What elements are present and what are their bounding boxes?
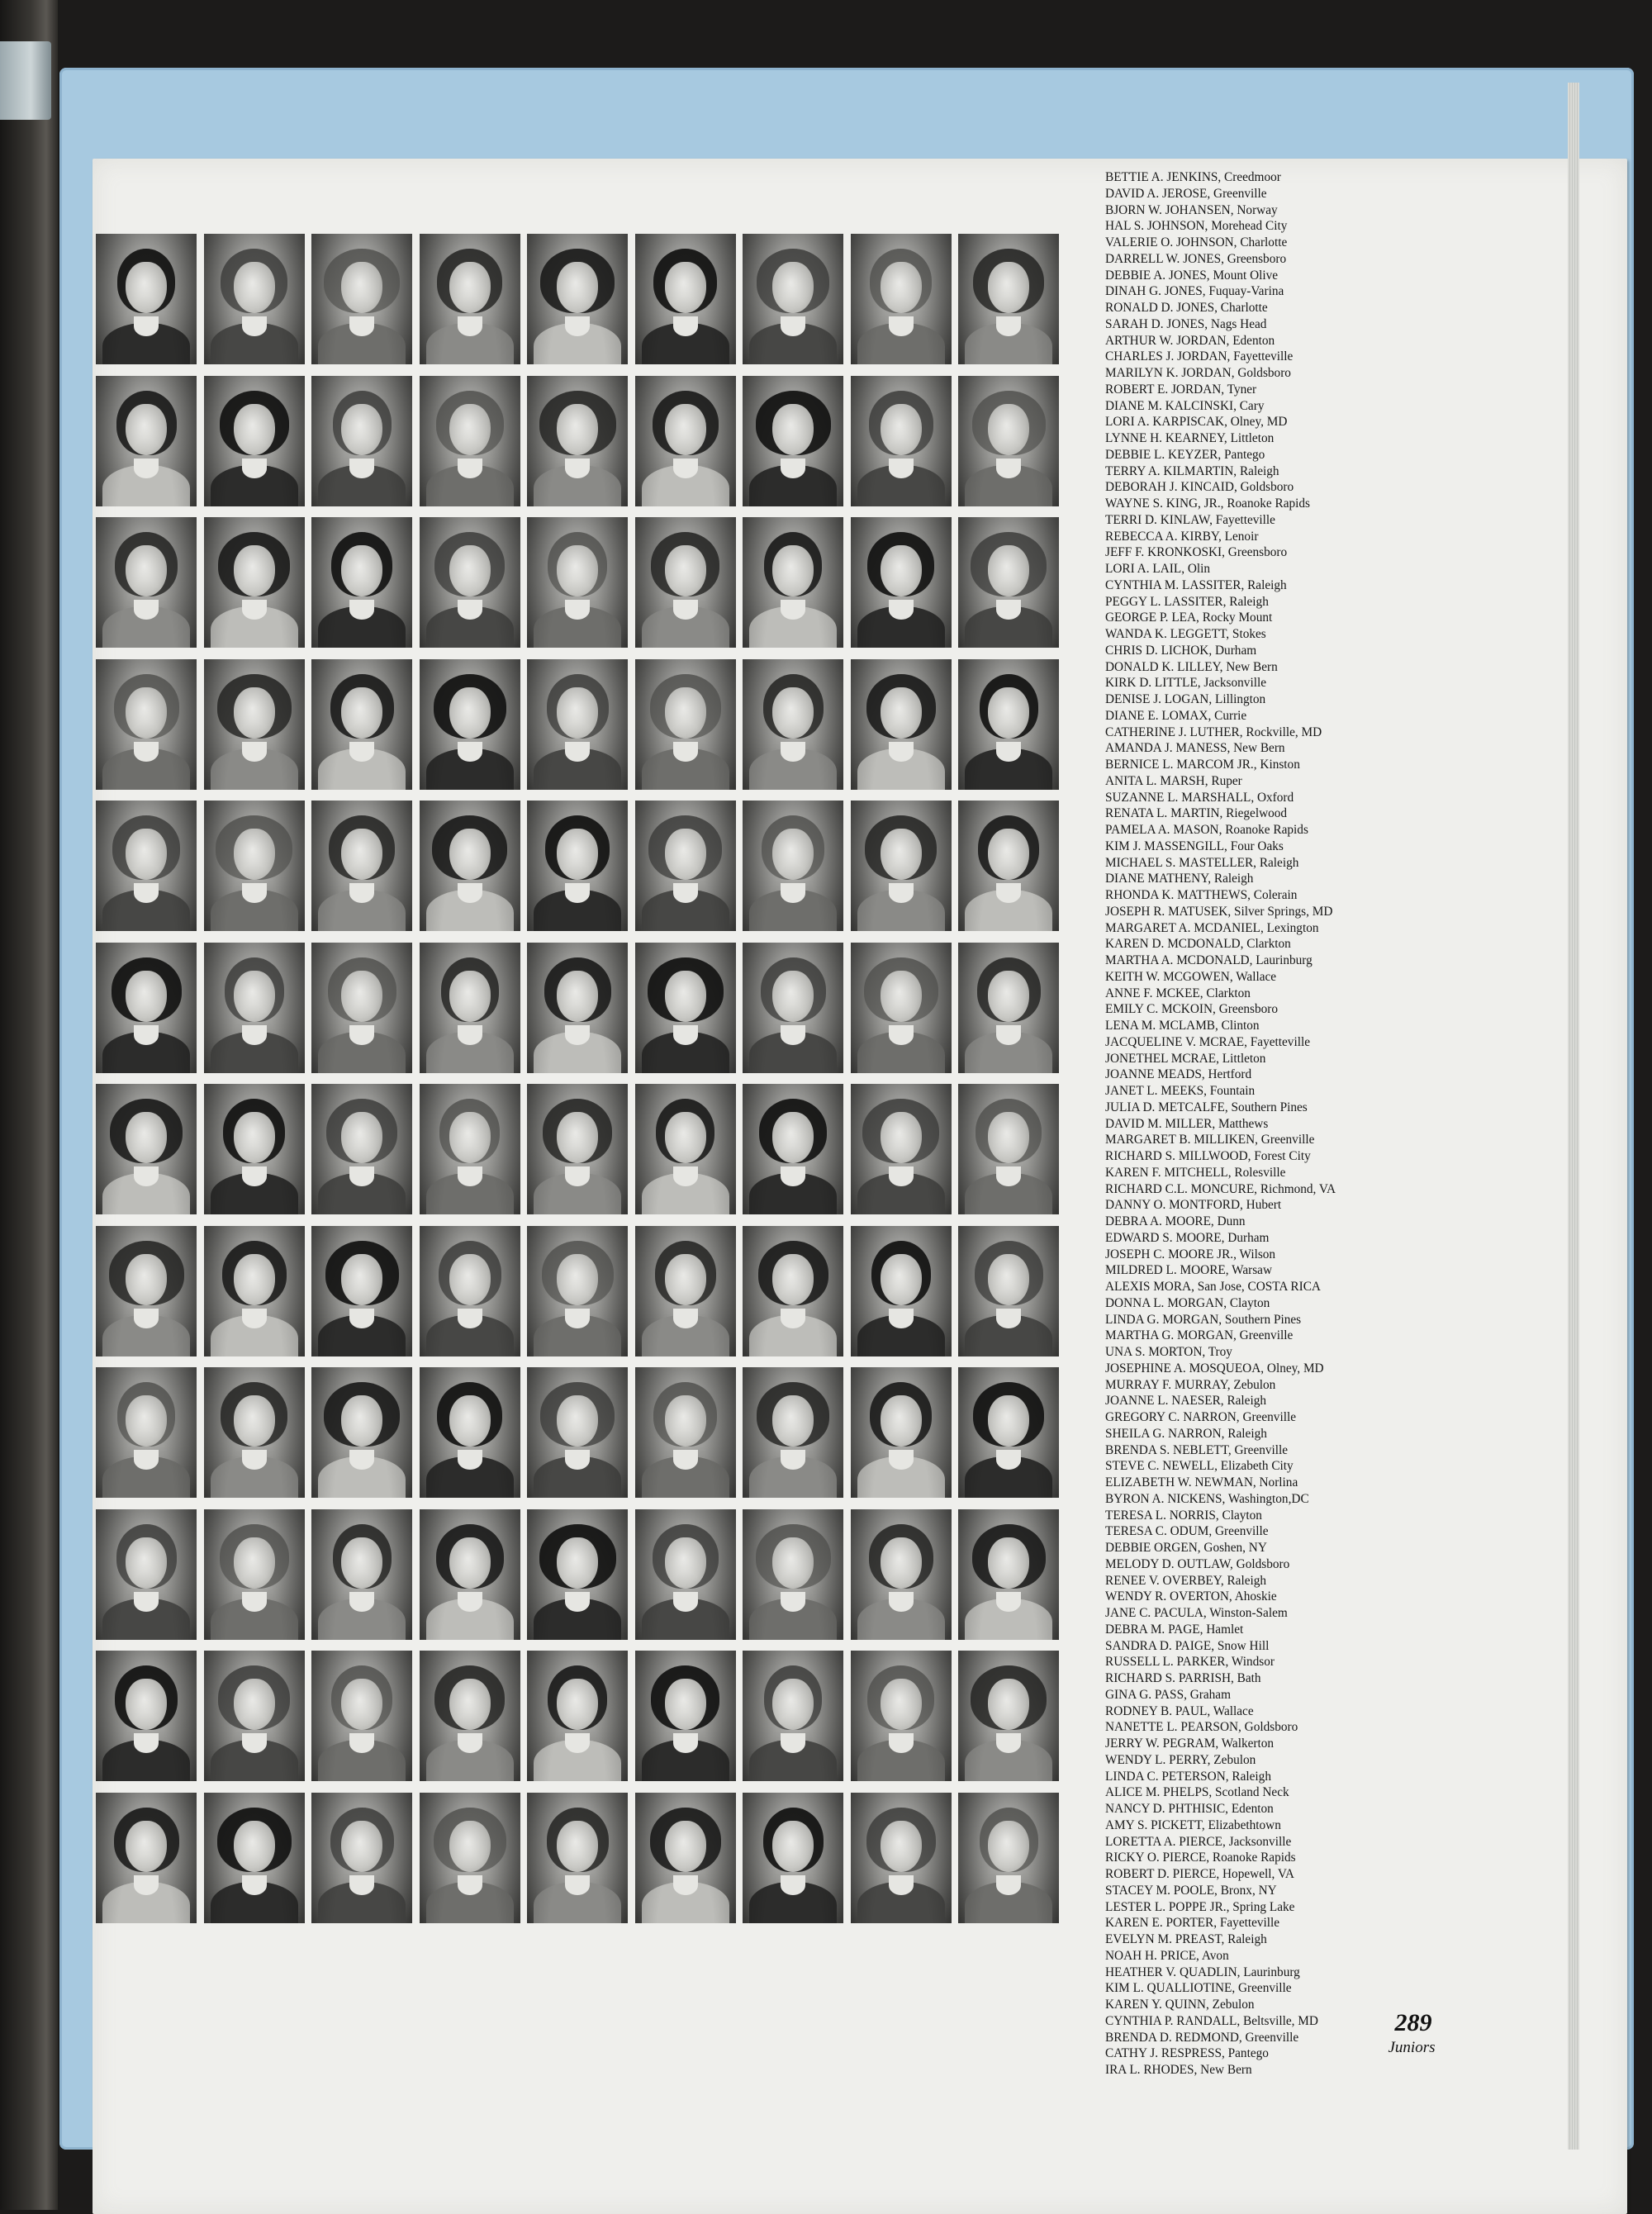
student-name: DEBRA A. MOORE, Dunn [1105, 1214, 1246, 1228]
student-portrait [527, 234, 628, 364]
student-name: REBECCA A. KIRBY, Lenoir [1105, 529, 1259, 544]
student-portrait [958, 234, 1059, 364]
student-portrait [851, 659, 952, 790]
student-name: CYNTHIA P. RANDALL, Beltsville, MD [1105, 2013, 1318, 2028]
student-name: SUZANNE L. MARSHALL, Oxford [1105, 790, 1294, 805]
student-portrait [311, 1509, 412, 1640]
student-portrait [420, 1084, 520, 1214]
student-portrait [204, 659, 305, 790]
student-portrait [311, 1793, 412, 1923]
student-name: NANCY D. PHTHISIC, Edenton [1105, 1802, 1274, 1816]
student-name: LORI A. KARPISCAK, Olney, MD [1105, 415, 1288, 430]
student-name: JOANNE MEADS, Hertford [1105, 1067, 1252, 1082]
student-name: TERESA L. NORRIS, Clayton [1105, 1508, 1262, 1523]
student-portrait [635, 1084, 736, 1214]
student-name: BERNICE L. MARCOM JR., Kinston [1105, 758, 1300, 772]
section-label: Juniors [1388, 2039, 1436, 2056]
student-portrait [743, 1793, 843, 1923]
student-portrait [96, 1226, 197, 1356]
student-portrait [743, 1509, 843, 1640]
student-name: AMANDA J. MANESS, New Bern [1105, 741, 1285, 756]
student-name: MURRAY F. MURRAY, Zebulon [1105, 1377, 1276, 1392]
student-name: WENDY L. PERRY, Zebulon [1105, 1752, 1256, 1767]
student-portrait [851, 517, 952, 648]
student-portrait [851, 943, 952, 1073]
student-portrait [311, 1651, 412, 1781]
student-name: NOAH H. PRICE, Avon [1105, 1948, 1229, 1963]
student-portrait [851, 376, 952, 506]
student-name: DEBBIE ORGEN, Goshen, NY [1105, 1541, 1267, 1555]
student-portrait [635, 659, 736, 790]
student-name: DIANE MATHENY, Raleigh [1105, 872, 1254, 886]
student-name-list [1105, 169, 1411, 2079]
student-portrait [96, 1651, 197, 1781]
student-portrait [420, 1367, 520, 1498]
student-name: LORI A. LAIL, Olin [1105, 562, 1211, 576]
student-portrait [635, 376, 736, 506]
student-name: DENISE J. LOGAN, Lillington [1105, 692, 1266, 706]
student-portrait [958, 1651, 1059, 1781]
student-name: MARTHA G. MORGAN, Greenville [1105, 1328, 1294, 1343]
student-name: RHONDA K. MATTHEWS, Colerain [1105, 888, 1298, 902]
student-portrait [204, 1084, 305, 1214]
student-portrait [743, 1084, 843, 1214]
student-portrait [527, 517, 628, 648]
student-portrait [851, 1509, 952, 1640]
student-name: DANNY O. MONTFORD, Hubert [1105, 1198, 1282, 1213]
student-portrait [958, 943, 1059, 1073]
student-name: ANNE F. MCKEE, Clarkton [1105, 986, 1251, 1000]
student-name: BRENDA S. NEBLETT, Greenville [1105, 1442, 1289, 1457]
student-name: CYNTHIA M. LASSITER, Raleigh [1105, 577, 1287, 592]
student-portrait [958, 1226, 1059, 1356]
student-portrait [635, 517, 736, 648]
student-portrait [420, 1651, 520, 1781]
student-name: DONNA L. MORGAN, Clayton [1105, 1295, 1270, 1310]
student-name: TERRI D. KINLAW, Fayetteville [1105, 512, 1275, 527]
student-name: SARAH D. JONES, Nags Head [1105, 316, 1267, 331]
student-portrait [851, 234, 952, 364]
student-portrait [204, 234, 305, 364]
student-name: JOSEPH C. MOORE JR., Wilson [1105, 1247, 1276, 1261]
student-portrait [958, 801, 1059, 931]
student-portrait [743, 1226, 843, 1356]
student-name: VALERIE O. JOHNSON, Charlotte [1105, 235, 1288, 249]
student-name: DEBBIE L. KEYZER, Pantego [1105, 447, 1265, 462]
student-portrait [743, 1367, 843, 1498]
student-name: JACQUELINE V. MCRAE, Fayetteville [1105, 1034, 1310, 1049]
student-name: KIRK D. LITTLE, Jacksonville [1105, 676, 1266, 691]
student-name: RICKY O. PIERCE, Roanoke Rapids [1105, 1851, 1296, 1865]
student-name: CATHERINE J. LUTHER, Rockville, MD [1105, 725, 1322, 739]
student-portrait [311, 943, 412, 1073]
student-name: GINA G. PASS, Graham [1105, 1687, 1231, 1702]
student-name: CATHY J. RESPRESS, Pantego [1105, 2046, 1269, 2061]
student-name: GEORGE P. LEA, Rocky Mount [1105, 611, 1273, 625]
student-name: ARTHUR W. JORDAN, Edenton [1105, 333, 1275, 348]
student-name: BJORN W. JOHANSEN, Norway [1105, 202, 1278, 217]
student-name: WANDA K. LEGGETT, Stokes [1105, 627, 1266, 641]
student-name: KIM L. QUALLIOTINE, Greenville [1105, 1981, 1292, 1996]
student-name: RUSSELL L. PARKER, Windsor [1105, 1655, 1275, 1670]
student-portrait [527, 659, 628, 790]
student-name: KEITH W. MCGOWEN, Wallace [1105, 969, 1277, 984]
student-portrait [96, 659, 197, 790]
student-name: JULIA D. METCALFE, Southern Pines [1105, 1100, 1308, 1114]
student-name: ALICE M. PHELPS, Scotland Neck [1105, 1785, 1289, 1800]
student-portrait [958, 1367, 1059, 1498]
student-portrait [204, 1793, 305, 1923]
student-portrait [96, 1793, 197, 1923]
student-portrait [204, 1509, 305, 1640]
student-portrait [420, 234, 520, 364]
student-portrait [420, 659, 520, 790]
student-name: EVELYN M. PREAST, Raleigh [1105, 1932, 1267, 1946]
student-name: LESTER L. POPPE JR., Spring Lake [1105, 1899, 1295, 1914]
student-portrait [527, 1651, 628, 1781]
page-number: 289 [1394, 2009, 1432, 2036]
student-name: JOANNE L. NAESER, Raleigh [1105, 1394, 1267, 1409]
student-portrait [204, 376, 305, 506]
student-portrait [527, 1367, 628, 1498]
student-name: JANET L. MEEKS, Fountain [1105, 1084, 1256, 1098]
student-portrait [851, 1226, 952, 1356]
student-portrait [204, 1367, 305, 1498]
student-name: WENDY R. OVERTON, Ahoskie [1105, 1589, 1277, 1604]
student-name: RODNEY B. PAUL, Wallace [1105, 1703, 1254, 1718]
student-portrait [96, 376, 197, 506]
student-name: DARRELL W. JONES, Greensboro [1105, 251, 1287, 266]
student-name: MELODY D. OUTLAW, Goldsboro [1105, 1556, 1290, 1571]
student-portrait [635, 234, 736, 364]
student-portrait [96, 517, 197, 648]
student-name: MARGARET A. MCDANIEL, Lexington [1105, 920, 1319, 935]
student-name: WAYNE S. KING, JR., Roanoke Rapids [1105, 496, 1311, 511]
student-portrait [311, 801, 412, 931]
student-name: STACEY M. POOLE, Bronx, NY [1105, 1883, 1277, 1898]
student-name: LINDA G. MORGAN, Southern Pines [1105, 1312, 1302, 1327]
student-name: KAREN Y. QUINN, Zebulon [1105, 1998, 1255, 2012]
student-name: RICHARD S. PARRISH, Bath [1105, 1671, 1261, 1685]
student-name: BYRON A. NICKENS, Washington,DC [1105, 1491, 1309, 1506]
student-name: RICHARD S. MILLWOOD, Forest City [1105, 1149, 1311, 1163]
student-name: JOSEPH R. MATUSEK, Silver Springs, MD [1105, 904, 1333, 919]
student-name: EMILY C. MCKOIN, Greensboro [1105, 1002, 1279, 1017]
student-portrait [743, 1651, 843, 1781]
student-portrait [635, 1793, 736, 1923]
student-portrait [851, 1793, 952, 1923]
student-name: DAVID M. MILLER, Matthews [1105, 1116, 1269, 1131]
student-name: STEVE C. NEWELL, Elizabeth City [1105, 1459, 1294, 1474]
student-portrait [527, 376, 628, 506]
student-name: LORETTA A. PIERCE, Jacksonville [1105, 1834, 1292, 1849]
student-portrait [527, 1509, 628, 1640]
student-name: ROBERT E. JORDAN, Tyner [1105, 382, 1257, 397]
student-name: MICHAEL S. MASTELLER, Raleigh [1105, 855, 1299, 870]
student-portrait [635, 1509, 736, 1640]
student-portrait [635, 1651, 736, 1781]
student-portrait [743, 234, 843, 364]
student-portrait [527, 943, 628, 1073]
student-name: MILDRED L. MOORE, Warsaw [1105, 1263, 1272, 1278]
student-portrait [204, 1651, 305, 1781]
student-name: CHRIS D. LICHOK, Durham [1105, 643, 1257, 658]
student-portrait [96, 1509, 197, 1640]
student-name: KAREN D. MCDONALD, Clarkton [1105, 937, 1291, 952]
student-portrait [420, 1793, 520, 1923]
student-portrait [96, 234, 197, 364]
student-portrait [958, 659, 1059, 790]
student-name: NANETTE L. PEARSON, Goldsboro [1105, 1720, 1298, 1735]
student-name: CHARLES J. JORDAN, Fayetteville [1105, 349, 1294, 364]
student-name: ELIZABETH W. NEWMAN, Norlina [1105, 1475, 1298, 1489]
student-name: BETTIE A. JENKINS, Creedmoor [1105, 170, 1281, 184]
page-edges [1568, 83, 1579, 2150]
student-portrait [635, 1367, 736, 1498]
student-name: HEATHER V. QUADLIN, Laurinburg [1105, 1965, 1300, 1979]
student-name: MARTHA A. MCDONALD, Laurinburg [1105, 953, 1313, 967]
student-portrait [958, 376, 1059, 506]
student-portrait [311, 659, 412, 790]
book-binding [0, 0, 58, 2210]
student-name: PAMELA A. MASON, Roanoke Rapids [1105, 823, 1308, 837]
student-portrait [311, 1367, 412, 1498]
student-name: RICHARD C.L. MONCURE, Richmond, VA [1105, 1181, 1336, 1196]
student-portrait [96, 1084, 197, 1214]
student-portrait [420, 517, 520, 648]
student-portrait [311, 376, 412, 506]
student-name: JONETHEL MCRAE, Littleton [1105, 1051, 1266, 1066]
student-name: LINDA C. PETERSON, Raleigh [1105, 1769, 1271, 1784]
student-portrait [420, 801, 520, 931]
student-portrait [527, 1226, 628, 1356]
student-portrait [527, 801, 628, 931]
student-name: JOSEPHINE A. MOSQUEOA, Olney, MD [1105, 1361, 1324, 1375]
student-name: DONALD K. LILLEY, New Bern [1105, 659, 1278, 674]
student-portrait [96, 943, 197, 1073]
student-portrait [958, 517, 1059, 648]
student-name: AMY S. PICKETT, Elizabethtown [1105, 1817, 1281, 1832]
student-name: UNA S. MORTON, Troy [1105, 1345, 1232, 1359]
student-portrait [743, 517, 843, 648]
student-name: DAVID A. JEROSE, Greenville [1105, 186, 1267, 201]
student-portrait [311, 1226, 412, 1356]
student-name: MARILYN K. JORDAN, Goldsboro [1105, 366, 1291, 380]
student-name: JANE C. PACULA, Winston-Salem [1105, 1606, 1288, 1620]
student-portrait [635, 943, 736, 1073]
student-name: PEGGY L. LASSITER, Raleigh [1105, 594, 1269, 609]
student-name: DIANE E. LOMAX, Currie [1105, 708, 1247, 723]
student-portrait [635, 801, 736, 931]
student-name: EDWARD S. MOORE, Durham [1105, 1230, 1270, 1245]
student-name: KAREN E. PORTER, Fayetteville [1105, 1916, 1280, 1931]
student-portrait [311, 234, 412, 364]
student-name: DINAH G. JONES, Fuquay-Varina [1105, 284, 1284, 299]
student-portrait [527, 1793, 628, 1923]
student-name: DEBBIE A. JONES, Mount Olive [1105, 268, 1279, 283]
student-name: DEBRA M. PAGE, Hamlet [1105, 1622, 1244, 1637]
student-portrait [851, 1651, 952, 1781]
student-name: GREGORY C. NARRON, Greenville [1105, 1410, 1296, 1424]
student-portrait [743, 801, 843, 931]
student-portrait [420, 1509, 520, 1640]
student-name: LYNNE H. KEARNEY, Littleton [1105, 431, 1275, 445]
student-portrait [420, 943, 520, 1073]
student-name: ANITA L. MARSH, Ruper [1105, 773, 1242, 788]
student-name: TERRY A. KILMARTIN, Raleigh [1105, 463, 1279, 478]
student-name: HAL S. JOHNSON, Morehead City [1105, 219, 1288, 234]
student-portrait [851, 1367, 952, 1498]
binding-tab [0, 41, 51, 120]
student-name: BRENDA D. REDMOND, Greenville [1105, 2030, 1299, 2045]
student-portrait [527, 1084, 628, 1214]
student-portrait [311, 517, 412, 648]
student-name: RONALD D. JONES, Charlotte [1105, 301, 1268, 315]
student-portrait [743, 659, 843, 790]
student-name: ALEXIS MORA, San Jose, COSTA RICA [1105, 1280, 1321, 1294]
student-portrait [204, 801, 305, 931]
student-name: KIM J. MASSENGILL, Four Oaks [1105, 839, 1284, 853]
student-name: MARGARET B. MILLIKEN, Greenville [1105, 1133, 1315, 1147]
student-name: ROBERT D. PIERCE, Hopewell, VA [1105, 1867, 1294, 1881]
student-portrait [851, 801, 952, 931]
student-portrait [958, 1793, 1059, 1923]
student-portrait [204, 943, 305, 1073]
student-portrait [96, 801, 197, 931]
student-name: JERRY W. PEGRAM, Walkerton [1105, 1737, 1275, 1751]
student-name: DIANE M. KALCINSKI, Cary [1105, 398, 1265, 413]
student-portrait [743, 376, 843, 506]
student-name: JEFF F. KRONKOSKI, Greensboro [1105, 545, 1288, 560]
student-portrait [851, 1084, 952, 1214]
student-name: LENA M. MCLAMB, Clinton [1105, 1019, 1260, 1033]
student-portrait [958, 1084, 1059, 1214]
student-portrait [204, 517, 305, 648]
student-portrait [311, 1084, 412, 1214]
student-name: KAREN F. MITCHELL, Rolesville [1105, 1165, 1286, 1180]
student-name: TERESA C. ODUM, Greenville [1105, 1524, 1269, 1539]
student-portrait [635, 1226, 736, 1356]
student-name: SHEILA G. NARRON, Raleigh [1105, 1426, 1267, 1441]
student-name: IRA L. RHODES, New Bern [1105, 2063, 1252, 2077]
student-name: DEBORAH J. KINCAID, Goldsboro [1105, 480, 1294, 495]
student-name: RENATA L. MARTIN, Riegelwood [1105, 806, 1288, 821]
student-portrait [958, 1509, 1059, 1640]
student-portrait [420, 1226, 520, 1356]
student-portrait [96, 1367, 197, 1498]
student-name: RENEE V. OVERBEY, Raleigh [1105, 1573, 1267, 1588]
portrait-grid [96, 234, 1087, 2064]
student-portrait [420, 376, 520, 506]
student-portrait [743, 943, 843, 1073]
student-name: SANDRA D. PAIGE, Snow Hill [1105, 1638, 1270, 1653]
student-portrait [204, 1226, 305, 1356]
